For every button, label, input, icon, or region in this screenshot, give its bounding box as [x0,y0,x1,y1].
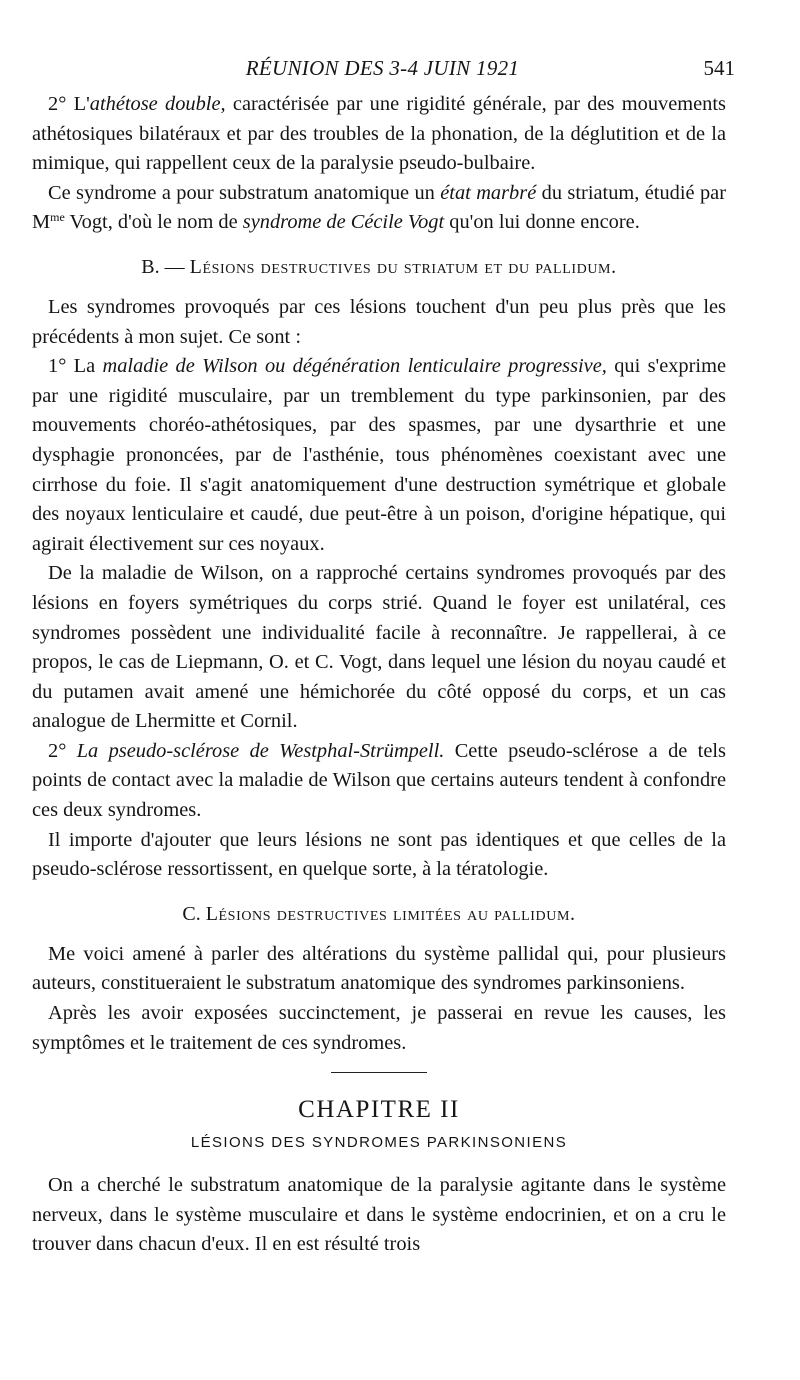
paragraph-maladie-wilson [32,352,726,559]
text-run: du striatum, étudié par M [32,181,726,234]
page-number: 541 [703,56,735,80]
chapter-title: CHAPITRE II [298,1096,460,1124]
section-letter: C. [182,902,206,925]
section-heading-b [32,254,726,280]
running-title: RÉUNION DES 3-4 JUIN 1921 [245,56,520,80]
term-pseudo-sclerose: La pseudo-sclérose de Westphal-Strümpell. [66,739,445,762]
superscript: me [50,210,65,225]
term-etat-marbre: état marbré [440,181,537,204]
running-header [30,56,735,86]
text-run: La [66,355,103,378]
paragraph-wilson-related: De la maladie de Wilson, on a rapproché certains syndromes provoqués par des lésions en foyers symétriques du corps strié. Quand le foyer est unilatéral, ces syndromes possèdent une individualité facile à reconnaître. Je rappellerai, à ce propos, le cas de Liepmann, O. et C. Vogt, dans lequel une lésion du noyau caudé et du putamen avait amené une hémichorée du côté opposé du corps, et un cas analogue de Lhermitte et Cornil. [32,562,726,733]
term-athetose-double: athétose double, [89,93,226,115]
paragraph-substratum: On a cherché le substratum anatomique de la paralysie agitante dans le système nerveux, dans le système musculaire et dans le système endocrinien, et on a cru le trouver dans chacun d'eux. Il en est résulté trois [32,1174,726,1256]
section-letter: B. — [141,255,190,278]
text-run: L' [73,93,90,115]
text-run: Vogt, d'où le nom de [64,211,243,234]
paragraph-pseudo-sclerose [32,737,726,826]
text-run: Cette pseudo-sclérose a de tels points de contact avec la maladie de Wilson que certains auteurs tendent à confondre ces deux syndromes. [32,739,726,822]
chapter-subtitle: LÉSIONS DES SYNDROMES PARKINSONIENS [190,1134,568,1152]
term-maladie-wilson: maladie de Wilson ou dégénération lenticulaire progressive, [102,355,607,378]
text-run: qu'on lui donne encore. [444,211,640,234]
paragraph-cecile-vogt [32,179,726,238]
item-number: 2° [48,93,67,115]
text-run: Ce syndrome a pour substratum anatomique un [48,181,441,204]
paragraph-syndromes-intro: Les syndromes provoqués par ces lésions touchent d'un peu plus près que les précédents à mon sujet. Ce sont : [32,295,726,348]
paragraph-athetose-double [32,90,726,179]
paragraph-revue-causes: Après les avoir exposées succinctement, je passerai en revue les causes, les symptômes et le traitement de ces syndromes. [32,1002,726,1054]
item-number: 1° [48,355,67,378]
section-title: Lésions destructives du striatum et du pallidum. [189,255,617,278]
paragraph-systeme-pallidal: Me voici amené à parler des altérations du système pallidal qui, pour plusieurs auteurs, constitueraient le substratum anatomique des syndromes parkinsoniens. [32,942,726,995]
section-heading-c [32,901,726,927]
term-syndrome-cecile-vogt: syndrome de Cécile Vogt [242,211,445,234]
section-divider [331,1072,427,1073]
paragraph-teratologie: Il importe d'ajouter que leurs lésions ne sont pas identiques et que celles de la pseudo-sclérose ressortissent, en quelque sorte, à la tératologie. [32,828,726,881]
body-text [32,90,726,1260]
section-title: Lésions destructives limitées au pallidum. [205,902,576,925]
item-number: 2° [48,739,67,762]
text-run: caractérisée par une rigidité générale, par des mouvements athétosiques bilatéraux et par des troubles de la phonation, de la déglutition et de la mimique, qui rappellent ceux de la paralysie pseudo-bulbaire. [32,93,726,175]
text-run: qui s'exprime par une rigidité musculaire, par un tremblement du type parkinsonien, par des mouvements choréo-athétosiques, par des spasmes, par une dysarthrie et une dysphagie prononcées, par de l'asthénie, tous phénomènes coexistant avec une cirrhose du foie. Il s'agit anatomiquement d'une destruction symétrique et globale des noyaux lenticulaire et caudé, due peut-être à un poison, d'origine hépatique, qui agirait électivement sur ces noyaux. [32,355,726,555]
